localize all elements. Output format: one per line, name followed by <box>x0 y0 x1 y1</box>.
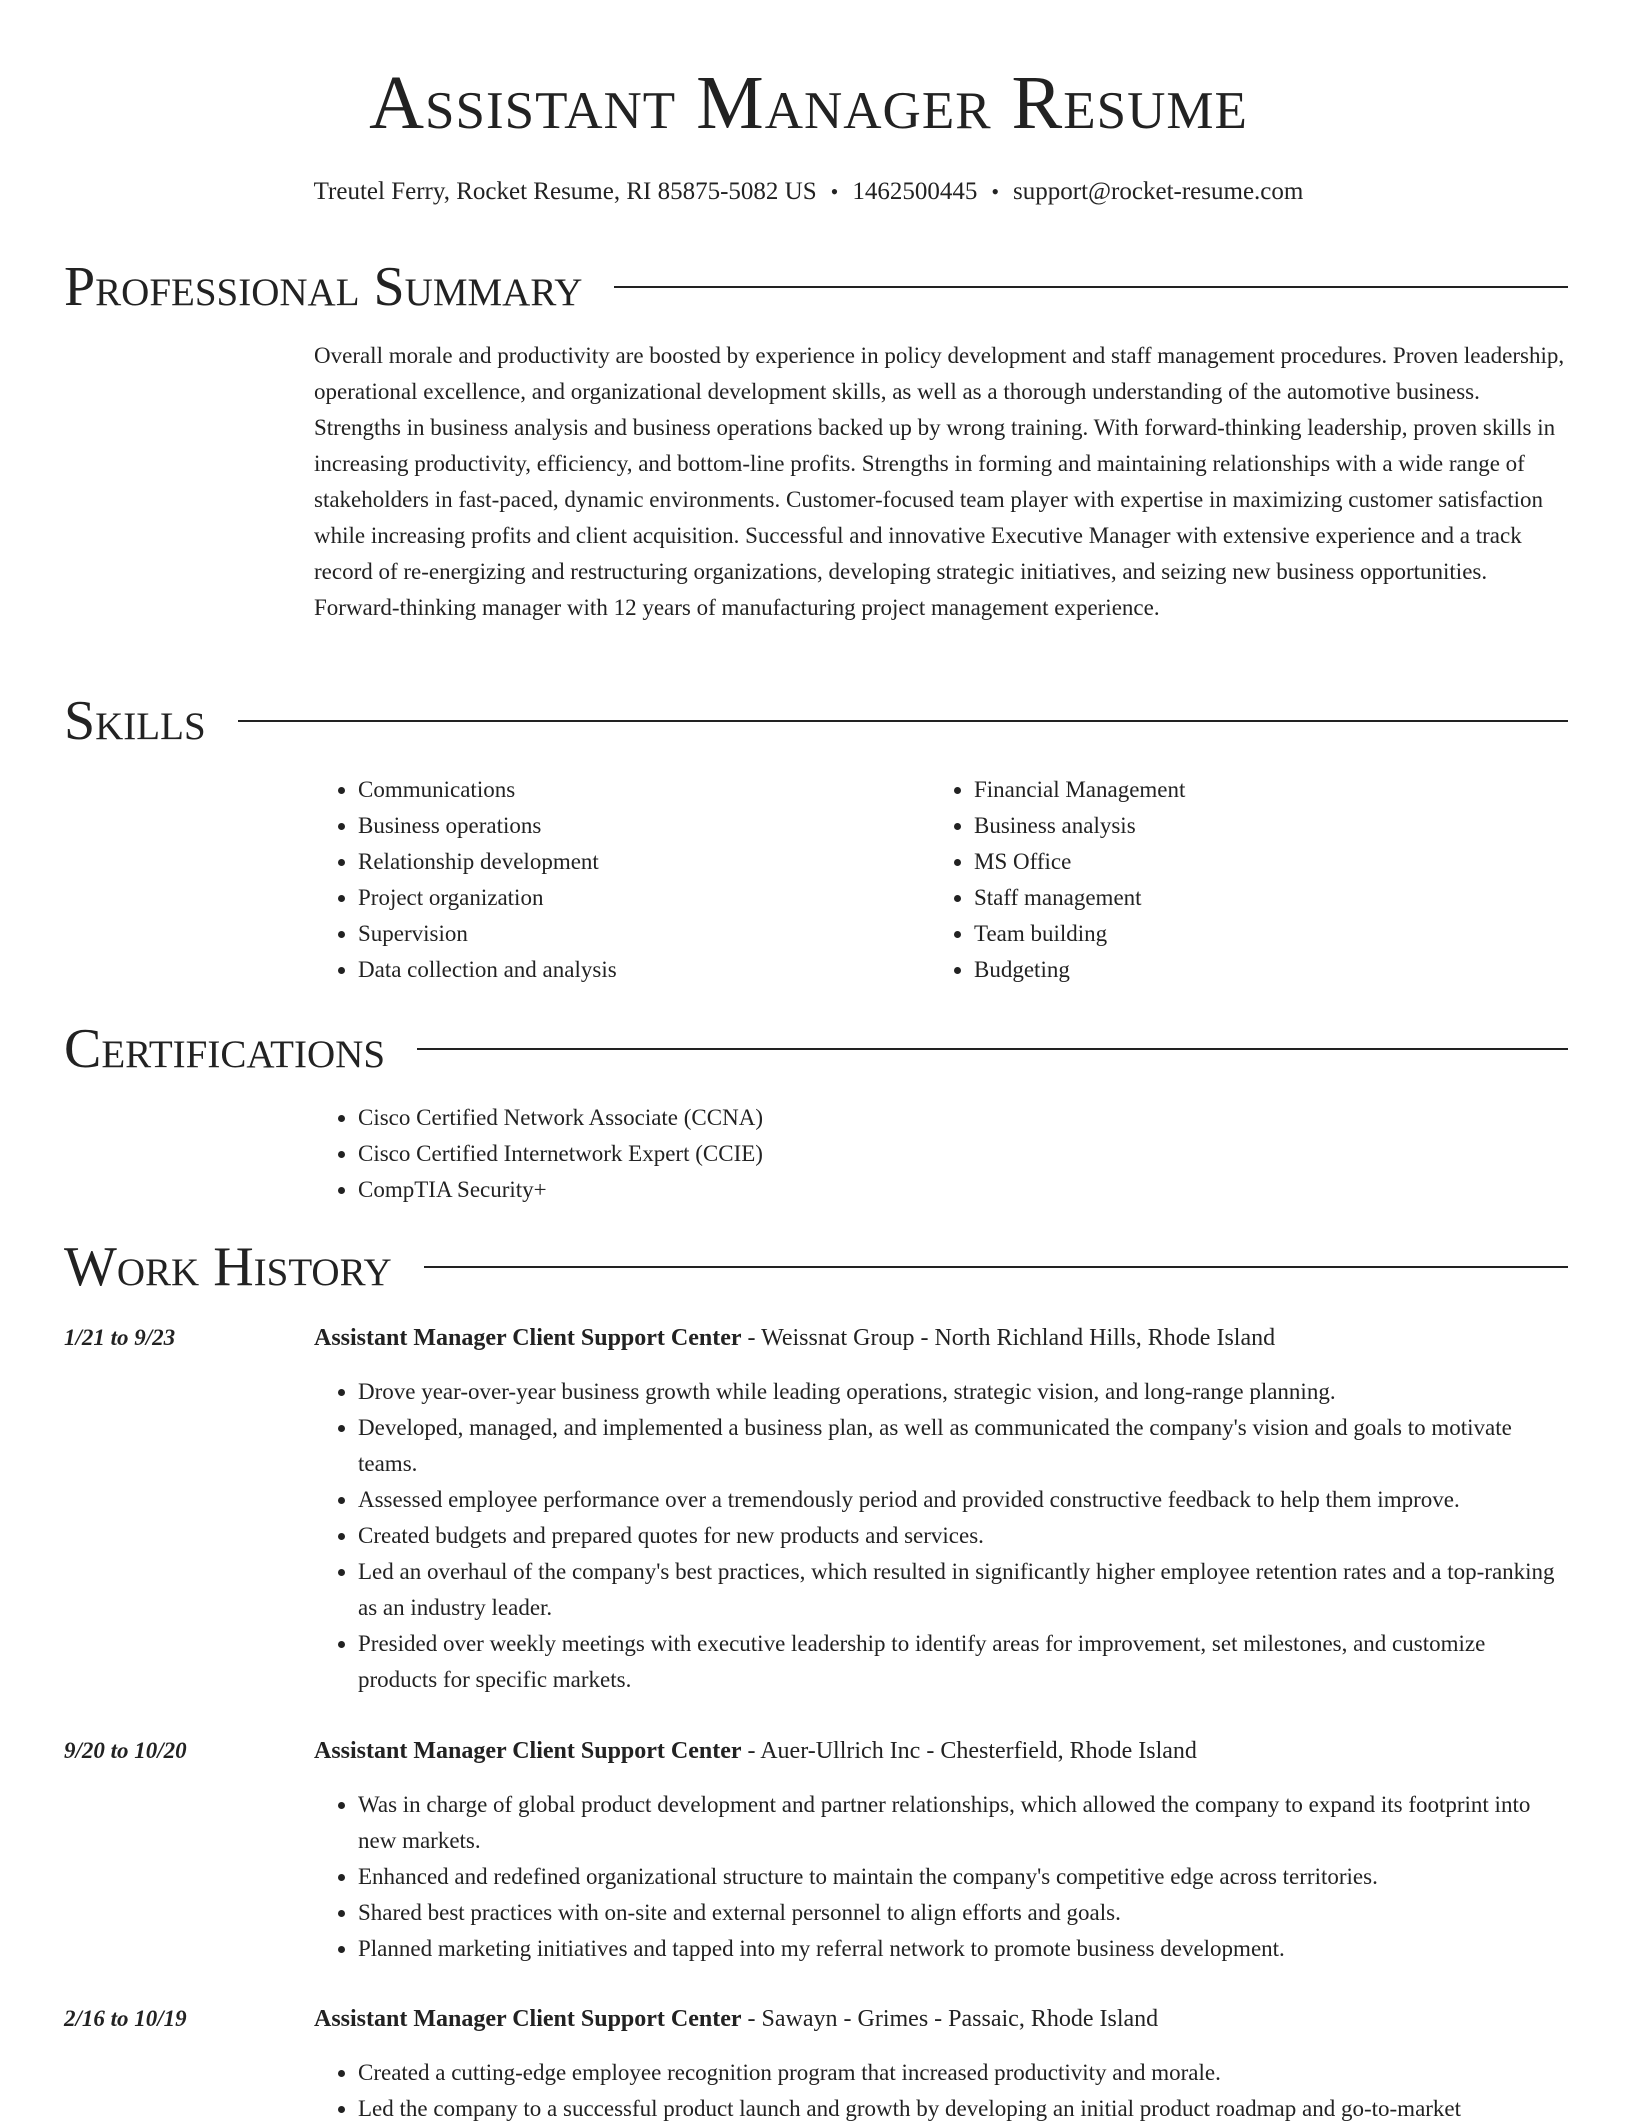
skill-item: • Staff management <box>974 880 1534 916</box>
section-header-summary <box>64 252 1568 322</box>
job-heading: Assistant Manager Client Support Center - Sawayn - Grimes - Passaic, Rhode Island <box>314 2006 1159 2032</box>
job-company: Weissnat Group - North Richland Hills, Rhode Island <box>761 1325 1276 1351</box>
skills-list-right <box>930 772 1534 988</box>
skill-item: • Communications <box>358 772 918 808</box>
job-bullets <box>314 1374 1570 1698</box>
job-bullet: • Drove year-over-year business growth while leading operations, strategic vision, and long-range planning. <box>358 1374 1570 1410</box>
job-bullet: • Developed, managed, and implemented a business plan, as well as communicated the company's vision and goals to motivate teams. <box>358 1410 1570 1482</box>
skill-item: • Financial Management <box>974 772 1534 808</box>
section-divider <box>424 1266 1568 1268</box>
job-bullet: • Led the company to a successful product launch and growth by developing an initial product roadmap and go-to-market <box>358 2091 1570 2127</box>
skill-item: • Supervision <box>358 916 918 952</box>
contact-phone: 1462500445 <box>852 178 978 205</box>
certification-item: • Cisco Certified Network Associate (CCNA) <box>358 1100 1258 1136</box>
certification-item: • CompTIA Security+ <box>358 1172 1258 1208</box>
certification-item: • Cisco Certified Internetwork Expert (CCIE) <box>358 1136 1258 1172</box>
job-company: Auer-Ullrich Inc - Chesterfield, Rhode Island <box>760 1738 1197 1764</box>
job-bullets <box>314 2055 1570 2127</box>
section-title-work-history: Work History <box>64 1236 392 1298</box>
job-dates: 9/20 to 10/20 <box>64 1738 187 1763</box>
contact-line <box>0 174 1617 210</box>
job-title: Assistant Manager Client Support Center <box>314 1738 742 1764</box>
job-heading: Assistant Manager Client Support Center - Weissnat Group - North Richland Hills, Rhode Island <box>314 1325 1276 1351</box>
skill-item: • Data collection and analysis <box>358 952 918 988</box>
section-header-certifications <box>64 1014 1568 1084</box>
contact-address: Treutel Ferry, Rocket Resume, RI 85875-5082 US <box>313 178 817 205</box>
job-title: Assistant Manager Client Support Center <box>314 2006 742 2032</box>
section-divider <box>614 286 1568 288</box>
job-bullet: • Presided over weekly meetings with executive leadership to identify areas for improvement, set milestones, and customize products for specific markets. <box>358 1626 1570 1698</box>
job-dates: 2/16 to 10/19 <box>64 2006 187 2031</box>
job-heading: Assistant Manager Client Support Center - Auer-Ullrich Inc - Chesterfield, Rhode Island <box>314 1738 1197 1764</box>
job-bullet: • Shared best practices with on-site and external personnel to align efforts and goals. <box>358 1895 1570 1931</box>
job-title: Assistant Manager Client Support Center <box>314 1325 742 1351</box>
job-bullet: • Led an overhaul of the company's best practices, which resulted in significantly higher employee retention rates and a top-ranking as an industry leader. <box>358 1554 1570 1626</box>
section-header-work-history <box>64 1232 1568 1302</box>
section-title-summary: Professional Summary <box>64 256 583 318</box>
contact-separator: • <box>991 179 1000 204</box>
summary-paragraph: Overall morale and productivity are boosted by experience in policy development and staff management procedures. Proven leadership, operational excellence, and organizational development skills, as well as a thorough understanding of the automotive business. Strengths in business analysis and business operations backed up by wrong training. With forward-thinking leadership, proven skills in increasing productivity, efficiency, and bottom-line profits. Strengths in forming and maintaining relationships with a wide range of stakeholders in fast-paced, dynamic environments. Customer-focused team player with expertise in maximizing customer satisfaction while increasing profits and client acquisition. Successful and innovative Executive Manager with extensive experience and a track record of re-energizing and restructuring organizations, developing strategic initiatives, and seizing new business opportunities. Forward-thinking manager with 12 years of manufacturing project management experience. <box>314 343 1565 620</box>
skill-item: • Business analysis <box>974 808 1534 844</box>
job-bullet: • Was in charge of global product development and partner relationships, which allowed the company to expand its footprint into new markets. <box>358 1787 1570 1859</box>
skill-item: • Team building <box>974 916 1534 952</box>
skill-item: • Project organization <box>358 880 918 916</box>
document-title: Assistant Manager Resume <box>369 61 1248 145</box>
contact-separator: • <box>830 179 839 204</box>
section-divider <box>238 720 1568 722</box>
job-bullet: • Created a cutting-edge employee recognition program that increased productivity and morale. <box>358 2055 1570 2091</box>
contact-email: support@rocket-resume.com <box>1013 178 1304 205</box>
job-bullet: • Planned marketing initiatives and tapped into my referral network to promote business development. <box>358 1931 1570 1967</box>
section-header-skills <box>64 686 1568 756</box>
job-bullets <box>314 1787 1570 1967</box>
job-company: Sawayn - Grimes - Passaic, Rhode Island <box>761 2006 1159 2032</box>
skill-item: • Budgeting <box>974 952 1534 988</box>
job-bullet: • Created budgets and prepared quotes for new products and services. <box>358 1518 1570 1554</box>
job-bullet: • Enhanced and redefined organizational structure to maintain the company's competitive edge across territories. <box>358 1859 1570 1895</box>
job-bullet: • Assessed employee performance over a tremendously period and provided constructive feedback to help them improve. <box>358 1482 1570 1518</box>
section-divider <box>417 1048 1568 1050</box>
certifications-list <box>314 1100 1258 1208</box>
skills-list-left <box>314 772 918 988</box>
section-title-skills: Skills <box>64 690 206 752</box>
skill-item: • Relationship development <box>358 844 918 880</box>
section-title-certifications: Certifications <box>64 1018 386 1080</box>
skill-item: • MS Office <box>974 844 1534 880</box>
skill-item: • Business operations <box>358 808 918 844</box>
job-dates: 1/21 to 9/23 <box>64 1325 176 1350</box>
